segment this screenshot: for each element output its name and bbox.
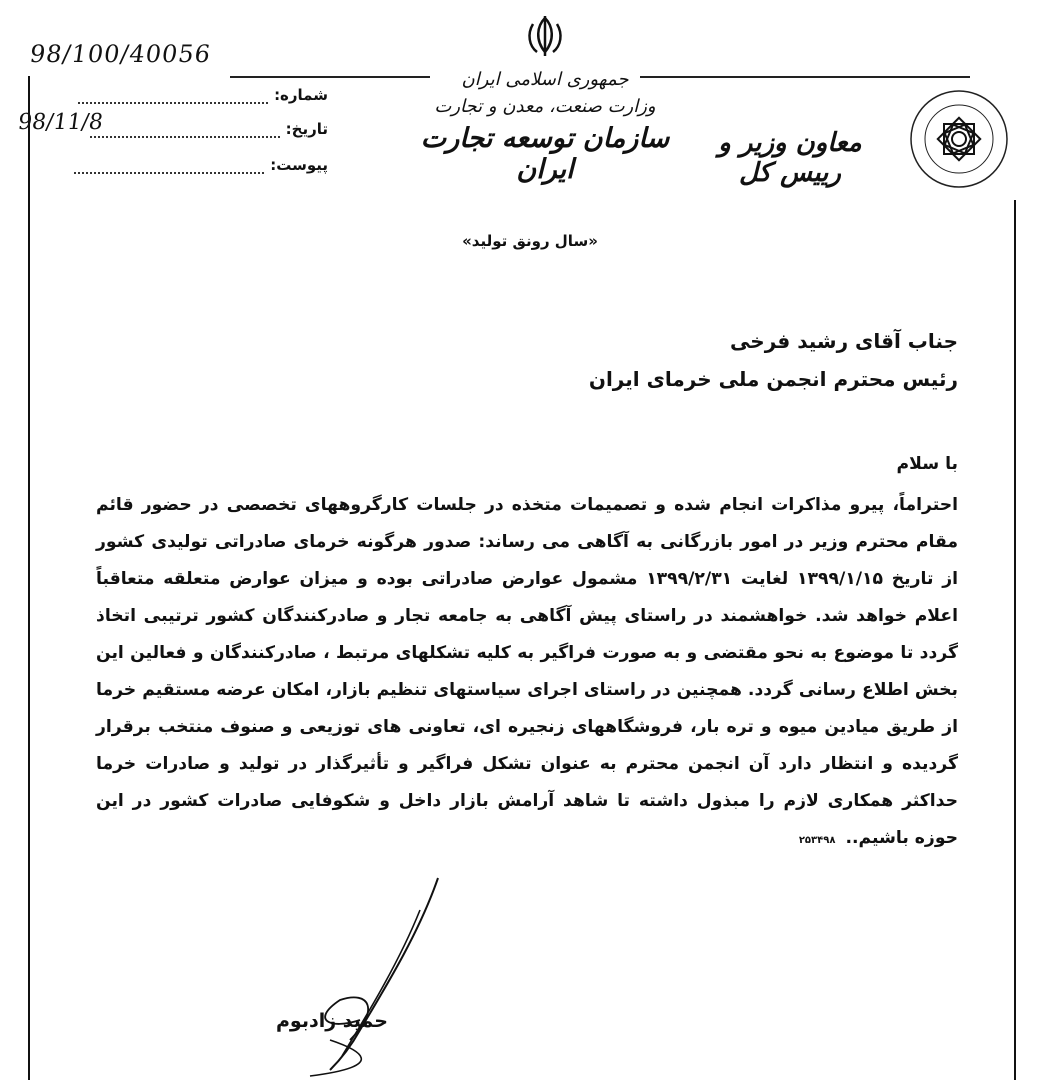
year-slogan: «سال رونق تولید» xyxy=(462,232,598,250)
body-paragraph xyxy=(96,487,958,859)
header-rule-right xyxy=(640,76,970,78)
signer-name: حمید زادبوم xyxy=(276,1010,388,1032)
letterhead-center xyxy=(410,14,680,185)
right-border-line xyxy=(1014,200,1016,1080)
header-rule-left xyxy=(230,76,430,78)
iran-emblem-icon xyxy=(410,14,680,67)
greeting: با سلام xyxy=(896,454,958,474)
ministry-title: وزارت صنعت، معدن و تجارت xyxy=(434,96,656,117)
addressee-position: رئیس محترم انجمن ملی خرمای ایران xyxy=(588,367,958,391)
letter-body xyxy=(96,446,958,859)
addressee-name: جناب آقای رشید فرخی xyxy=(730,329,958,353)
republic-title: جمهوری اسلامی ایران xyxy=(461,69,629,90)
reference-number-handwritten: 98/100/40056 xyxy=(28,40,213,68)
date-handwritten: 98/11/8 xyxy=(16,110,105,135)
addressee-block xyxy=(589,322,958,398)
number-label: شماره: xyxy=(274,86,328,104)
body-text: احتراماً، پیرو مذاکرات انجام شده و تصمیمات متخذه در جلسات کارگروههای تخصصی در حضور قائم مقام محترم وزیر در امور بازرگانی به آگاهی می رساند: صدور هرگونه خرمای صادراتی تولیدی کشور از تاریخ ۱۳۹۹/۱/۱۵ لغایت ۱۳۹۹/۲/۳۱ مشمول عوارض صادراتی بوده و میزان عوارض متعلقه متعاقباً اعلام خواهد شد. خواهشمند در راستای پیش آگاهی به جامعه تجار و صادرکنندگان کشور ترتیبی اتخاذ گردد تا موضوع به نحو مقتضی و به صورت فراگیر به کلیه تشکلهای مرتبط ، صادرکنندگان و فعالین این بخش اطلاع رسانی گردد. همچنین در راستای اجرای سیاستهای تنظیم بازار، امکان عرضه مستقیم خرما از طریق میادین میوه و تره بار، فروشگاههای زنجیره ای، تعاونی های توزیعی و صنوف منتخب برقرار گردیده و انتظار دارد آن انجمن محترم به عنوان تشکل فراگیر و تأثیرگذار در تولید و صادرات خرما حداکثر همکاری لازم را مبذول داشته تا شاهد آرامش بازار داخل و شکوفایی صادرات کشور در این حوزه باشیم.. xyxy=(96,495,958,848)
attachment-label: پیوست: xyxy=(270,156,328,174)
number-row xyxy=(78,86,328,104)
number-dots xyxy=(78,88,268,104)
date-row xyxy=(90,120,328,138)
attachment-row xyxy=(74,156,328,174)
organization-title: سازمان توسعه تجارت ایران xyxy=(420,123,670,185)
left-border-line xyxy=(28,76,30,1080)
signature-mark xyxy=(270,870,510,1080)
tpo-seal-icon xyxy=(904,84,1014,194)
date-label: تاریخ: xyxy=(285,120,328,138)
tracking-number: ۲۵۳۴۹۸ xyxy=(798,835,836,846)
deputy-title: معاون وزیر و رییس کل xyxy=(718,128,862,188)
date-dots xyxy=(90,122,280,138)
attachment-dots xyxy=(74,158,264,174)
